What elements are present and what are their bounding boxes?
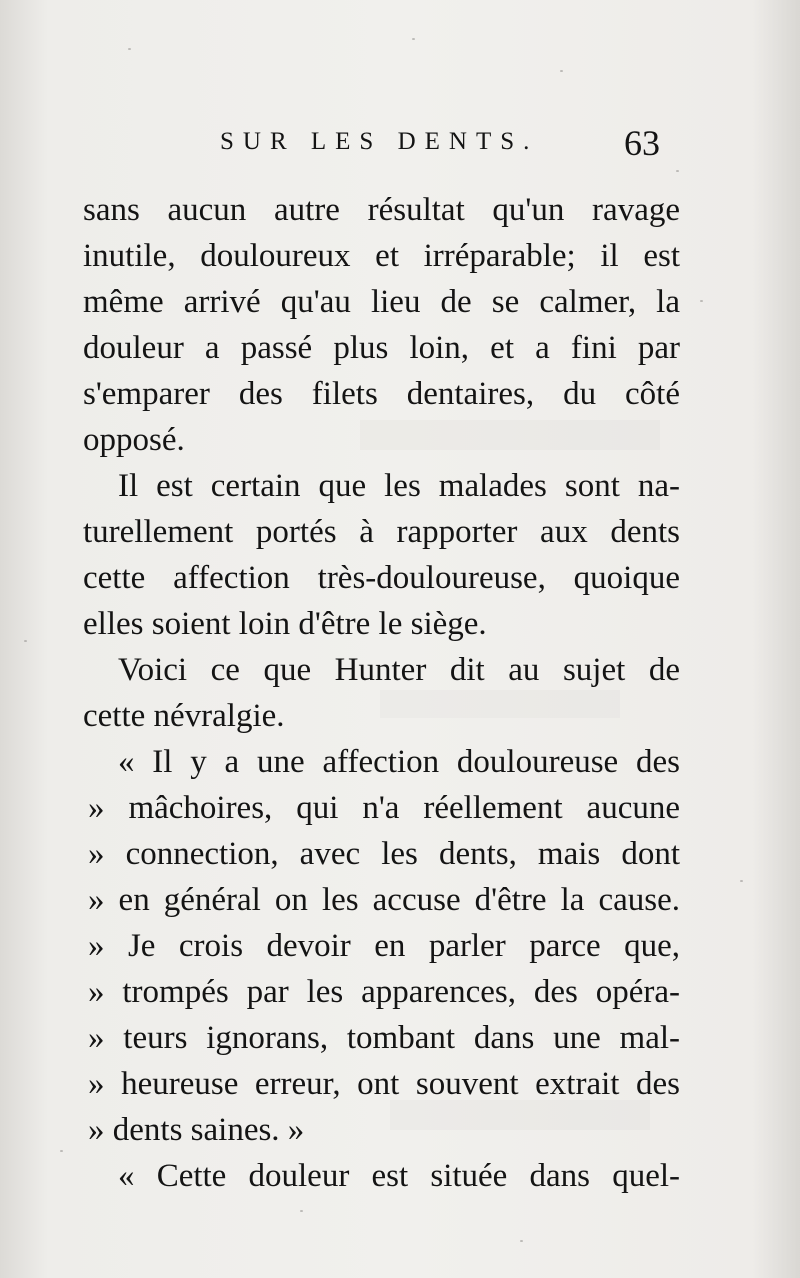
quote-line: » mâchoires, qui n'a réellement aucune [88, 790, 680, 826]
quote-line: » heureuse erreur, ont souvent extrait des [88, 1066, 680, 1102]
text-line: opposé. [83, 422, 185, 458]
text-line: Il est certain que les malades sont na- [118, 468, 680, 504]
paper-speck [676, 170, 679, 172]
text-line: sans aucun autre résultat qu'un ravage [83, 192, 680, 228]
paper-speck [128, 48, 131, 50]
paper-speck [520, 1240, 523, 1242]
paper-speck [300, 1210, 303, 1212]
quote-line: « Cette douleur est située dans quel- [118, 1158, 680, 1194]
quote-line: » teurs ignorans, tombant dans une mal- [88, 1020, 680, 1056]
text-line: elles soient loin d'être le siège. [83, 606, 487, 642]
quote-line: « Il y a une affection douloureuse des [118, 744, 680, 780]
text-line: même arrivé qu'au lieu de se calmer, la [83, 284, 680, 320]
text-line: cette névralgie. [83, 698, 285, 734]
text-line: s'emparer des filets dentaires, du côté [83, 376, 680, 412]
text-line: douleur a passé plus loin, et a fini par [83, 330, 680, 366]
quote-line: » connection, avec les dents, mais dont [88, 836, 680, 872]
page-number: 63 [624, 123, 660, 163]
paper-speck [412, 38, 415, 40]
text-line: turellement portés à rapporter aux dents [83, 514, 680, 550]
text-line: cette affection très-douloureuse, quoique [83, 560, 680, 596]
text-line: Voici ce que Hunter dit au sujet de [118, 652, 680, 688]
text-line: inutile, douloureux et irréparable; il est [83, 238, 680, 274]
paper-speck [560, 70, 563, 72]
running-title: SUR LES DENTS. [220, 128, 539, 155]
quote-line: » trompés par les apparences, des opéra- [88, 974, 680, 1010]
quote-line: » en général on les accuse d'être la cause. [88, 882, 680, 918]
quote-line: » Je crois devoir en parler parce que, [88, 928, 680, 964]
paper-speck [24, 640, 27, 642]
quote-line: » dents saines. » [88, 1112, 305, 1148]
paper-speck [740, 880, 743, 882]
paper-speck [700, 300, 703, 302]
paper-speck [60, 1150, 63, 1152]
